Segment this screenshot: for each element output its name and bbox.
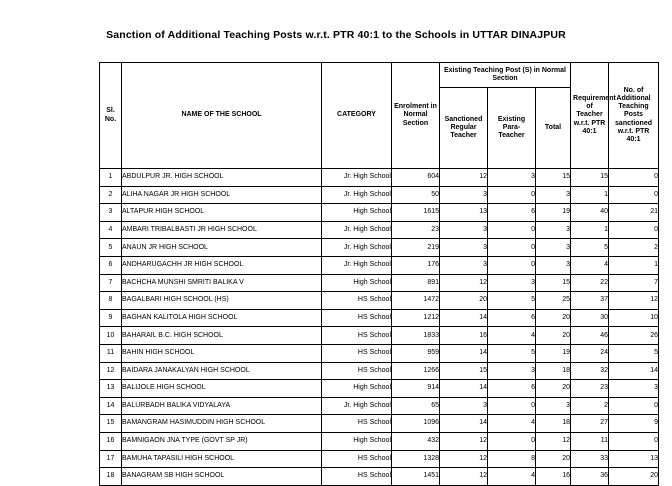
cell-school-name: BAGALBARI HIGH SCHOOL (HS) bbox=[122, 292, 322, 310]
cell-sl-no: 4 bbox=[100, 221, 122, 239]
cell-additional: 20 bbox=[609, 468, 659, 486]
cell-total: 3 bbox=[536, 239, 571, 257]
cell-total: 20 bbox=[536, 327, 571, 345]
cell-sl-no: 18 bbox=[100, 468, 122, 486]
cell-existing-para: 0 bbox=[488, 432, 536, 450]
cell-total: 15 bbox=[536, 274, 571, 292]
cell-category: High School bbox=[322, 204, 392, 222]
cell-sl-no: 14 bbox=[100, 397, 122, 415]
cell-school-name: ANDHARUGACHH JR HIGH SCHOOL bbox=[122, 256, 322, 274]
cell-total: 12 bbox=[536, 432, 571, 450]
cell-school-name: BAMUHA TAPASILI HIGH SCHOOL bbox=[122, 450, 322, 468]
table-body bbox=[100, 169, 659, 486]
sanction-table-container bbox=[99, 62, 659, 486]
cell-enrolment: 891 bbox=[392, 274, 440, 292]
cell-sl-no: 10 bbox=[100, 327, 122, 345]
cell-requirement: 4 bbox=[571, 256, 609, 274]
cell-additional: 13 bbox=[609, 450, 659, 468]
cell-total: 3 bbox=[536, 186, 571, 204]
column-header-sl-no bbox=[100, 63, 122, 169]
cell-sanctioned-regular: 12 bbox=[440, 169, 488, 187]
cell-school-name: BACHCHA MUNSHI SMRITI BALIKA V bbox=[122, 274, 322, 292]
cell-requirement: 2 bbox=[571, 397, 609, 415]
cell-category: High School bbox=[322, 380, 392, 398]
cell-category: HS School bbox=[322, 450, 392, 468]
cell-requirement: 33 bbox=[571, 450, 609, 468]
cell-category: Jr. High School bbox=[322, 186, 392, 204]
cell-requirement: 37 bbox=[571, 292, 609, 310]
cell-existing-para: 3 bbox=[488, 169, 536, 187]
table-row bbox=[100, 186, 659, 204]
table-row bbox=[100, 327, 659, 345]
cell-sl-no: 17 bbox=[100, 450, 122, 468]
cell-requirement: 24 bbox=[571, 344, 609, 362]
cell-sl-no: 3 bbox=[100, 204, 122, 222]
cell-requirement: 30 bbox=[571, 309, 609, 327]
cell-total: 20 bbox=[536, 380, 571, 398]
cell-sanctioned-regular: 14 bbox=[440, 415, 488, 433]
cell-requirement: 1 bbox=[571, 221, 609, 239]
cell-requirement: 5 bbox=[571, 239, 609, 257]
table-row bbox=[100, 380, 659, 398]
cell-school-name: BALURBADH BALIKA VIDYALAYA bbox=[122, 397, 322, 415]
cell-existing-para: 6 bbox=[488, 204, 536, 222]
table-row bbox=[100, 204, 659, 222]
cell-existing-para: 0 bbox=[488, 221, 536, 239]
column-header-existing-para-teacher: Existing Para-Teacher bbox=[488, 88, 536, 169]
cell-sl-no: 15 bbox=[100, 415, 122, 433]
cell-requirement: 22 bbox=[571, 274, 609, 292]
table-row bbox=[100, 432, 659, 450]
cell-existing-para: 5 bbox=[488, 292, 536, 310]
cell-enrolment: 1472 bbox=[392, 292, 440, 310]
table-row bbox=[100, 450, 659, 468]
cell-existing-para: 0 bbox=[488, 397, 536, 415]
cell-enrolment: 1833 bbox=[392, 327, 440, 345]
cell-school-name: BAMNIGAON JNA TYPE (GOVT SP JR) bbox=[122, 432, 322, 450]
table-row bbox=[100, 362, 659, 380]
cell-sl-no: 6 bbox=[100, 256, 122, 274]
cell-enrolment: 432 bbox=[392, 432, 440, 450]
table-row bbox=[100, 468, 659, 486]
cell-school-name: BALIJOLE HIGH SCHOOL bbox=[122, 380, 322, 398]
cell-sl-no: 1 bbox=[100, 169, 122, 187]
cell-sanctioned-regular: 13 bbox=[440, 204, 488, 222]
cell-existing-para: 8 bbox=[488, 450, 536, 468]
table-row bbox=[100, 221, 659, 239]
cell-total: 19 bbox=[536, 344, 571, 362]
cell-school-name: AMBARI TRIBALBASTI JR HIGH SCHOOL bbox=[122, 221, 322, 239]
cell-sanctioned-regular: 12 bbox=[440, 450, 488, 468]
cell-sanctioned-regular: 12 bbox=[440, 432, 488, 450]
cell-category: Jr. High School bbox=[322, 397, 392, 415]
column-header-additional-posts: No. of Additional Teaching Posts sanctioned w.r.t. PTR 40:1 bbox=[609, 63, 659, 169]
cell-existing-para: 5 bbox=[488, 344, 536, 362]
table-header bbox=[100, 63, 659, 169]
cell-sl-no: 13 bbox=[100, 380, 122, 398]
table-row bbox=[100, 292, 659, 310]
cell-category: Jr. High School bbox=[322, 169, 392, 187]
cell-enrolment: 176 bbox=[392, 256, 440, 274]
cell-total: 16 bbox=[536, 468, 571, 486]
cell-enrolment: 1615 bbox=[392, 204, 440, 222]
cell-requirement: 27 bbox=[571, 415, 609, 433]
cell-school-name: ANAUN JR HIGH SCHOOL bbox=[122, 239, 322, 257]
page-title: Sanction of Additional Teaching Posts w.r.t. PTR 40:1 to the Schools in UTTAR DINAJPUR bbox=[106, 29, 566, 41]
cell-sl-no: 7 bbox=[100, 274, 122, 292]
cell-total: 25 bbox=[536, 292, 571, 310]
table-row bbox=[100, 309, 659, 327]
cell-sanctioned-regular: 3 bbox=[440, 256, 488, 274]
cell-category: Jr. High School bbox=[322, 221, 392, 239]
cell-additional: 26 bbox=[609, 327, 659, 345]
cell-category: HS School bbox=[322, 344, 392, 362]
cell-total: 20 bbox=[536, 309, 571, 327]
cell-additional: 0 bbox=[609, 169, 659, 187]
cell-existing-para: 4 bbox=[488, 415, 536, 433]
table-row bbox=[100, 256, 659, 274]
cell-sl-no: 9 bbox=[100, 309, 122, 327]
cell-additional: 5 bbox=[609, 344, 659, 362]
cell-requirement: 23 bbox=[571, 380, 609, 398]
table-row bbox=[100, 169, 659, 187]
cell-sanctioned-regular: 3 bbox=[440, 397, 488, 415]
cell-school-name: BAMANGRAM HASIMUDDIN HIGH SCHOOL bbox=[122, 415, 322, 433]
cell-existing-para: 4 bbox=[488, 468, 536, 486]
cell-school-name: BAHIN HIGH SCHOOL bbox=[122, 344, 322, 362]
cell-additional: 10 bbox=[609, 309, 659, 327]
cell-existing-para: 6 bbox=[488, 380, 536, 398]
cell-additional: 9 bbox=[609, 415, 659, 433]
cell-requirement: 36 bbox=[571, 468, 609, 486]
cell-additional: 0 bbox=[609, 432, 659, 450]
cell-school-name: ABDULPUR JR. HIGH SCHOOL bbox=[122, 169, 322, 187]
cell-existing-para: 0 bbox=[488, 256, 536, 274]
cell-total: 3 bbox=[536, 397, 571, 415]
cell-category: HS School bbox=[322, 309, 392, 327]
cell-existing-para: 3 bbox=[488, 362, 536, 380]
cell-enrolment: 219 bbox=[392, 239, 440, 257]
cell-total: 3 bbox=[536, 221, 571, 239]
cell-sanctioned-regular: 3 bbox=[440, 186, 488, 204]
cell-enrolment: 65 bbox=[392, 397, 440, 415]
cell-requirement: 11 bbox=[571, 432, 609, 450]
cell-category: HS School bbox=[322, 292, 392, 310]
cell-school-name: ALIHA NAGAR JR HIGH SCHOOL bbox=[122, 186, 322, 204]
cell-sanctioned-regular: 15 bbox=[440, 362, 488, 380]
cell-enrolment: 50 bbox=[392, 186, 440, 204]
table-header-row-1 bbox=[100, 63, 659, 88]
cell-additional: 0 bbox=[609, 221, 659, 239]
cell-existing-para: 3 bbox=[488, 274, 536, 292]
cell-enrolment: 604 bbox=[392, 169, 440, 187]
cell-existing-para: 4 bbox=[488, 327, 536, 345]
cell-sanctioned-regular: 14 bbox=[440, 380, 488, 398]
cell-additional: 0 bbox=[609, 397, 659, 415]
cell-sanctioned-regular: 12 bbox=[440, 468, 488, 486]
sl-no-line-1: Sl. bbox=[106, 107, 115, 115]
column-header-existing-teaching-post-group: Existing Teaching Post (S) in Normal Section bbox=[440, 63, 571, 88]
cell-requirement: 46 bbox=[571, 327, 609, 345]
cell-enrolment: 1451 bbox=[392, 468, 440, 486]
column-header-total: Total bbox=[536, 88, 571, 169]
cell-school-name: ALTAPUR HIGH SCHOOL bbox=[122, 204, 322, 222]
cell-sanctioned-regular: 14 bbox=[440, 344, 488, 362]
table-row bbox=[100, 344, 659, 362]
cell-category: Jr. High School bbox=[322, 239, 392, 257]
cell-enrolment: 1266 bbox=[392, 362, 440, 380]
cell-additional: 0 bbox=[609, 186, 659, 204]
cell-additional: 14 bbox=[609, 362, 659, 380]
column-header-category: CATEGORY bbox=[322, 63, 392, 169]
cell-sanctioned-regular: 16 bbox=[440, 327, 488, 345]
cell-school-name: BANAGRAM SB HIGH SCHOOL bbox=[122, 468, 322, 486]
cell-sanctioned-regular: 3 bbox=[440, 221, 488, 239]
cell-additional: 7 bbox=[609, 274, 659, 292]
table-row bbox=[100, 415, 659, 433]
cell-total: 3 bbox=[536, 256, 571, 274]
table-row bbox=[100, 397, 659, 415]
column-header-requirement: Requirement of Teacher w.r.t. PTR 40:1 bbox=[571, 63, 609, 169]
cell-requirement: 15 bbox=[571, 169, 609, 187]
cell-sanctioned-regular: 14 bbox=[440, 309, 488, 327]
cell-sl-no: 11 bbox=[100, 344, 122, 362]
cell-sl-no: 2 bbox=[100, 186, 122, 204]
cell-sl-no: 16 bbox=[100, 432, 122, 450]
cell-additional: 21 bbox=[609, 204, 659, 222]
cell-category: HS School bbox=[322, 327, 392, 345]
table-row bbox=[100, 239, 659, 257]
column-header-school-name: NAME OF THE SCHOOL bbox=[122, 63, 322, 169]
cell-category: High School bbox=[322, 432, 392, 450]
cell-category: HS School bbox=[322, 468, 392, 486]
column-header-enrolment: Enrolment in Normal Section bbox=[392, 63, 440, 169]
cell-existing-para: 6 bbox=[488, 309, 536, 327]
cell-additional: 2 bbox=[609, 239, 659, 257]
cell-total: 15 bbox=[536, 169, 571, 187]
table-row bbox=[100, 274, 659, 292]
cell-additional: 3 bbox=[609, 380, 659, 398]
cell-total: 18 bbox=[536, 362, 571, 380]
cell-school-name: BAHARAIL B.C. HIGH SCHOOL bbox=[122, 327, 322, 345]
column-header-sanctioned-regular-teacher: Sanctioned Regular Teacher bbox=[440, 88, 488, 169]
cell-enrolment: 914 bbox=[392, 380, 440, 398]
cell-enrolment: 1328 bbox=[392, 450, 440, 468]
sl-no-line-2: No. bbox=[104, 115, 117, 123]
cell-existing-para: 0 bbox=[488, 239, 536, 257]
cell-enrolment: 23 bbox=[392, 221, 440, 239]
sanction-table bbox=[99, 62, 659, 486]
cell-sanctioned-regular: 12 bbox=[440, 274, 488, 292]
cell-school-name: BAIDARA JANAKALYAN HIGH SCHOOL bbox=[122, 362, 322, 380]
cell-existing-para: 0 bbox=[488, 186, 536, 204]
cell-requirement: 32 bbox=[571, 362, 609, 380]
cell-enrolment: 1096 bbox=[392, 415, 440, 433]
cell-enrolment: 1212 bbox=[392, 309, 440, 327]
cell-category: HS School bbox=[322, 415, 392, 433]
cell-sanctioned-regular: 3 bbox=[440, 239, 488, 257]
cell-sl-no: 5 bbox=[100, 239, 122, 257]
cell-category: Jr. High School bbox=[322, 256, 392, 274]
cell-additional: 1 bbox=[609, 256, 659, 274]
cell-sl-no: 8 bbox=[100, 292, 122, 310]
cell-school-name: BAGHAN KALITOLA HIGH SCHOOL bbox=[122, 309, 322, 327]
cell-requirement: 1 bbox=[571, 186, 609, 204]
cell-category: High School bbox=[322, 274, 392, 292]
cell-category: HS School bbox=[322, 362, 392, 380]
cell-total: 19 bbox=[536, 204, 571, 222]
cell-sanctioned-regular: 20 bbox=[440, 292, 488, 310]
cell-total: 20 bbox=[536, 450, 571, 468]
cell-sl-no: 12 bbox=[100, 362, 122, 380]
cell-additional: 12 bbox=[609, 292, 659, 310]
cell-total: 18 bbox=[536, 415, 571, 433]
cell-requirement: 40 bbox=[571, 204, 609, 222]
cell-enrolment: 959 bbox=[392, 344, 440, 362]
